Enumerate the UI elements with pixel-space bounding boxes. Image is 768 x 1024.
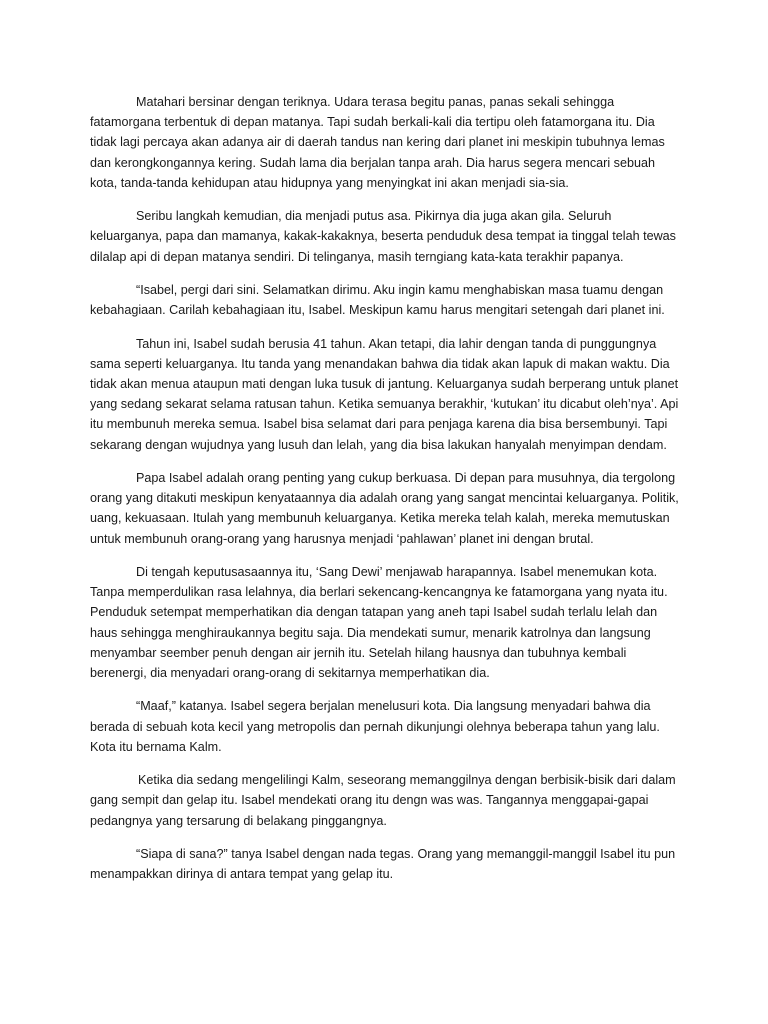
paragraph-6: Di tengah keputusasaannya itu, ‘Sang Dewi’ menjawab harapannya. Isabel menemukan kota. Tanpa memperdulikan rasa lelahnya, dia berlari sekencang-kencangnya ke fatamorgana yang nyata itu. Penduduk setempat memperhatikan dia dengan tatapan yang aneh tapi Isabel sudah terlalu lelah dan haus sehingga menghiraukannya begitu saja. Dia mendekati sumur, menarik katrolnya dan langsung menyambar seember penuh dengan air jernih itu. Setelah hilang hausnya dan tubuhnya kembali berenergi, dia menyadari orang-orang di sekitarnya memperhatikan dia. <box>90 565 668 681</box>
paragraph-1: Matahari bersinar dengan teriknya. Udara terasa begitu panas, panas sekali sehingga fatamorgana terbentuk di depan matanya. Tapi sudah berkali-kali dia tertipu oleh fatamorgana itu. Dia tidak lagi percaya akan adanya air di daerah tandus nan kering dari planet ini meskipin tubuhnya lemas dan kerongkongannya kering. Sudah lama dia berjalan tanpa arah. Dia harus segera mencari sebuah kota, tanda-tanda kehidupan atau hidupnya yang menyingkat ini akan menjadi sia-sia. <box>90 95 665 190</box>
paragraph-3: “Isabel, pergi dari sini. Selamatkan dirimu. Aku ingin kamu menghabiskan masa tuamu dengan kebahagiaan. Carilah kebahagiaan itu, Isabel. Meskipun kamu harus mengitari setengah dari planet ini. <box>90 283 665 318</box>
paragraph-5: Papa Isabel adalah orang penting yang cukup berkuasa. Di depan para musuhnya, dia tergolong orang yang ditakuti meskipun kenyataannya dia adalah orang yang sangat mencintai keluarganya. Politik, uang, kekuasaan. Itulah yang membunuh keluarganya. Ketika mereka telah kalah, mereka memutuskan untuk membunuh orang-orang yang harusnya menjadi ‘pahlawan’ planet ini dengan brutal. <box>90 471 679 546</box>
paragraph-2: Seribu langkah kemudian, dia menjadi putus asa. Pikirnya dia juga akan gila. Seluruh keluarganya, papa dan mamanya, kakak-kakaknya, beserta penduduk desa tempat ia tinggal telah tewas dilalap api di depan matanya sendiri. Di telinganya, masih terngiang kata-kata terakhir papanya. <box>90 209 676 264</box>
paragraph-7: “Maaf,” katanya. Isabel segera berjalan menelusuri kota. Dia langsung menyadari bahwa dia berada di sebuah kota kecil yang metropolis dan pernah dikunjungi olehnya beberapa tahun yang lalu. Kota itu bernama Kalm. <box>90 699 660 754</box>
paragraph-9: “Siapa di sana?” tanya Isabel dengan nada tegas. Orang yang memanggil-manggil Isabel itu pun menampakkan dirinya di antara tempat yang gelap itu. <box>90 847 676 882</box>
paragraph-8: Ketika dia sedang mengelilingi Kalm, seseorang memanggilnya dengan berbisik-bisik dari dalam gang sempit dan gelap itu. Isabel mendekati orang itu dengn was was. Tangannya menggapai-gapai pedangnya yang tersarung di belakang pinggangnya. <box>90 773 676 828</box>
document-body <box>90 92 682 884</box>
paragraph-4: Tahun ini, Isabel sudah berusia 41 tahun. Akan tetapi, dia lahir dengan tanda di punggungnya sama seperti keluarganya. Itu tanda yang menandakan bahwa dia tidak akan lapuk di makan waktu. Dia tidak akan menua ataupun mati dengan luka tusuk di jantung. Keluarganya sudah berperang untuk planet yang sedang sekarat selama ratusan tahun. Ketika semuanya berakhir, ‘kutukan’ itu dicabut oleh’nya’. Api itu membunuh mereka semua. Isabel bisa selamat dari para penjaga karena dia bisa bersembunyi. Tapi sekarang dengan wujudnya yang lusuh dan lelah, yang dia bisa lakukan hanyalah menyimpan dendam. <box>90 336 679 452</box>
